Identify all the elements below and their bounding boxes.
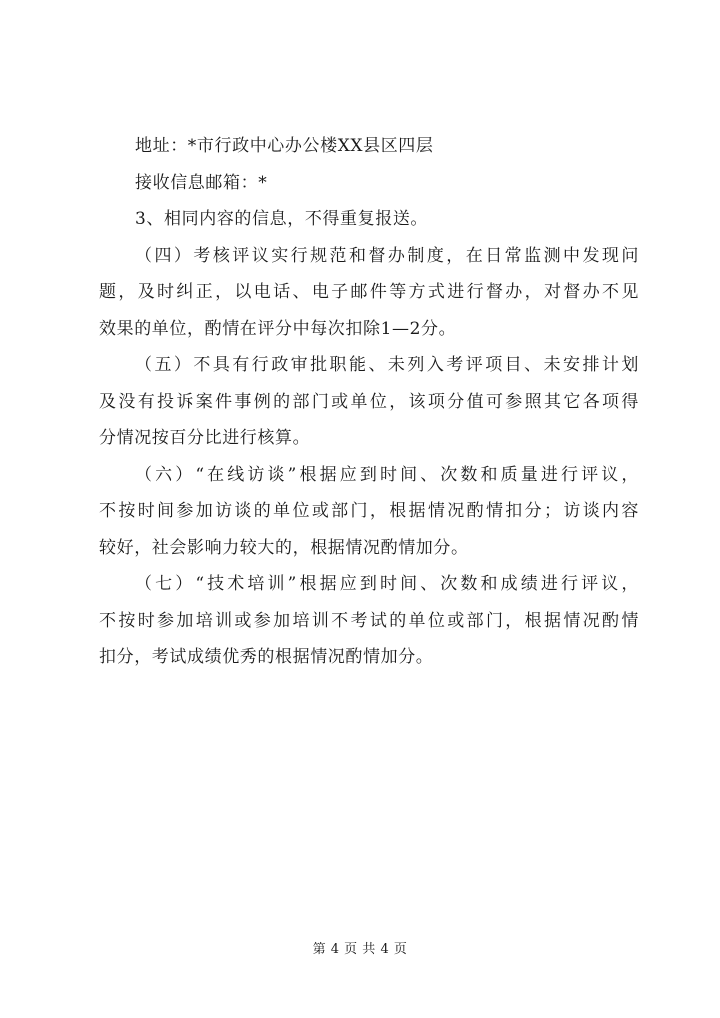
paragraph-7-line-1: （七）“技术培训”根据应到时间、次数和成绩进行评议，	[135, 574, 639, 594]
document-body	[99, 128, 639, 676]
page-number-footer: 第 4 页 共 4 页	[312, 942, 408, 957]
address-line: 地址：*市行政中心办公楼XX县区四层	[135, 136, 434, 156]
paragraph-6-line-3: 较好，社会影响力较大的，根据情况酌情加分。	[99, 537, 469, 558]
paragraph-4-line-3: 效果的单位，酌情在评分中每次扣除1—2分。	[99, 318, 457, 339]
paragraph-6-line-1: （六）“在线访谈”根据应到时间、次数和质量进行评议，	[135, 464, 639, 485]
paragraph-4-line-1: （四）考核评议实行规范和督办制度，在日常监测中发现问	[135, 245, 639, 266]
paragraph-6-line-2: 不按时间参加访谈的单位或部门，根据情况酌情扣分；访谈内容	[99, 501, 639, 521]
paragraph-5-line-2: 及没有投诉案件事例的部门或单位，该项分值可参照其它各项得	[99, 391, 639, 412]
paragraph-7-line-3: 扣分，考试成绩优秀的根据情况酌情加分。	[99, 647, 434, 667]
email-line: 接收信息邮箱：*	[135, 172, 268, 193]
paragraph-4-line-2: 题，及时纠正，以电话、电子邮件等方式进行督办，对督办不见	[99, 282, 639, 302]
paragraph-5-line-1: （五）不具有行政审批职能、未列入考评项目、未安排计划	[135, 355, 639, 375]
paragraph-7-line-2: 不按时参加培训或参加培训不考试的单位或部门，根据情况酌情	[99, 610, 639, 631]
paragraph-5-line-3: 分情况按百分比进行核算。	[99, 428, 311, 448]
item-3-line: 3、相同内容的信息，不得重复报送。	[135, 209, 429, 229]
